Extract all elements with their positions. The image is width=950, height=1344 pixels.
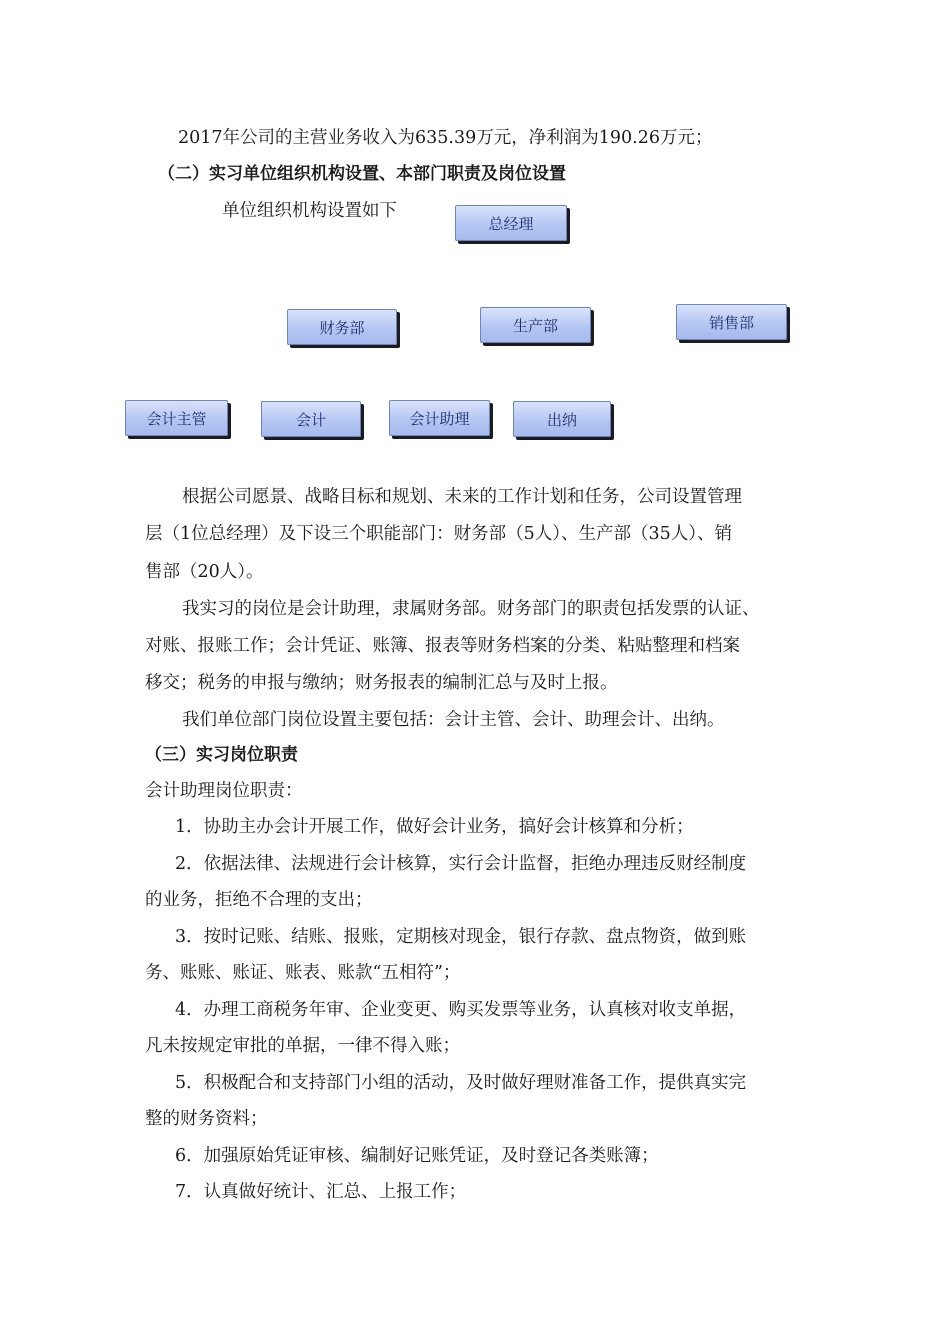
org-box-accounting-assistant: 会计助理 [389,400,490,436]
intro-line: 2017年公司的主营业务收入为635.39万元，净利润为190.26万元； [178,128,713,148]
paragraph-line: 移交；税务的申报与缴纳；财务报表的编制汇总与及时上报。 [145,673,618,693]
org-box-cashier: 出纳 [513,401,611,437]
paragraph-line: 售部（20人）。 [145,562,264,582]
org-box-chief-accountant: 会计主管 [125,400,228,436]
paragraph-line: 对账、报账工作；会计凭证、账簿、报表等财务档案的分类、粘贴整理和档案 [145,636,740,656]
section-heading-duties: （三）实习岗位职责 [145,745,298,765]
org-box-sales-dept: 销售部 [676,304,787,340]
paragraph-line: 根据公司愿景、战略目标和规划、未来的工作计划和任务，公司设置管理 [182,487,742,507]
duties-intro: 会计助理岗位职责： [145,781,303,801]
org-box-accountant: 会计 [261,401,361,437]
section-heading-org: （二）实习单位组织机构设置、本部门职责及岗位设置 [158,164,566,184]
paragraph-line: 层（1位总经理）及下设三个职能部门：财务部（5人）、生产部（35人）、销 [145,524,733,544]
org-box-finance-dept: 财务部 [287,309,397,345]
org-box-production-dept: 生产部 [480,307,591,343]
paragraph-line: 我们单位部门岗位设置主要包括：会计主管、会计、助理会计、出纳。 [182,710,725,730]
duty-line: 凡未按规定审批的单据，一律不得入账； [145,1036,460,1056]
duty-line: 7．认真做好统计、汇总、上报工作； [175,1182,467,1202]
duty-line: 务、账账、账证、账表、账款“五相符”； [145,963,461,983]
duty-line: 3．按时记账、结账、报账，定期核对现金，银行存款、盘点物资，做到账 [175,927,747,947]
duty-line: 4．办理工商税务年审、企业变更、购买发票等业务，认真核对收支单据， [175,1000,747,1020]
duty-line: 整的财务资料； [145,1109,268,1129]
org-box-general-manager: 总经理 [455,205,567,241]
duty-line: 5．积极配合和支持部门小组的活动，及时做好理财准备工作，提供真实完 [175,1073,747,1093]
duty-line: 2．依据法律、法规进行会计核算，实行会计监督，拒绝办理违反财经制度 [175,854,747,874]
duty-line: 的业务，拒绝不合理的支出； [145,890,373,910]
duty-line: 6．加强原始凭证审核、编制好记账凭证，及时登记各类账簿； [175,1146,659,1166]
duty-line: 1．协助主办会计开展工作，做好会计业务，搞好会计核算和分析； [175,817,694,837]
paragraph-line: 我实习的岗位是会计助理，隶属财务部。财务部门的职责包括发票的认证、 [182,599,760,619]
org-chart-caption: 单位组织机构设置如下 [222,201,397,221]
